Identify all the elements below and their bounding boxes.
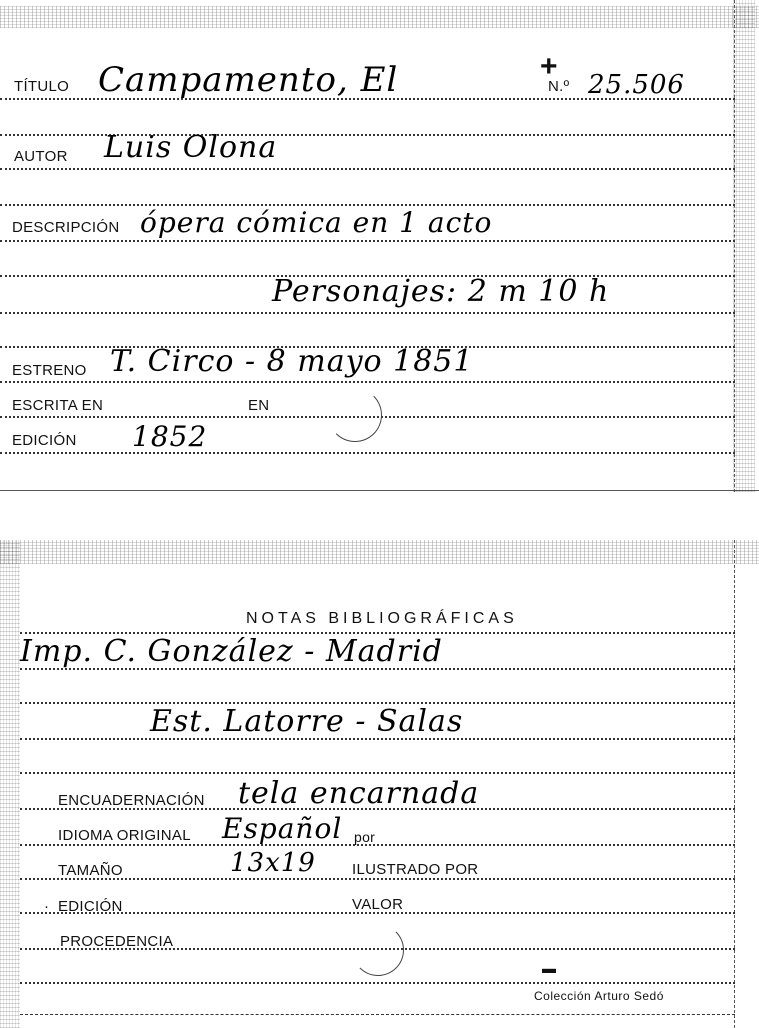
- encuadernacion-value: tela encarnada: [238, 776, 480, 811]
- descripcion-value: ópera cómica en 1 acto: [140, 206, 493, 239]
- numero-value: 25.506: [588, 70, 685, 100]
- edicion-value: 1852: [132, 420, 208, 453]
- stamp-circle: [328, 388, 382, 442]
- en-label: EN: [248, 397, 270, 414]
- catalog-card-front: [0, 0, 759, 492]
- edicion-label: EDICIÓN: [12, 432, 77, 449]
- encuadernacion-label: ENCUADERNACIÓN: [58, 792, 205, 809]
- estreno-value: T. Circo - 8 mayo 1851: [110, 344, 474, 379]
- scan-noise-left: [0, 540, 20, 1028]
- rule-line: [0, 381, 735, 383]
- catalog-card-back: [0, 540, 759, 1028]
- colophon: Colección Arturo Sedó: [534, 989, 664, 1003]
- rule-line: [0, 168, 735, 170]
- autor-value: Luis Olona: [104, 130, 278, 165]
- ilustrado-label: ILUSTRADO POR: [352, 861, 479, 878]
- rule-line: [0, 240, 735, 242]
- por-label: por: [354, 829, 376, 845]
- titulo-value: Campamento, El: [98, 60, 399, 100]
- ink-dot: ▬: [542, 960, 557, 976]
- scan-noise-top: [0, 6, 759, 28]
- numero-label: N.º: [548, 78, 570, 95]
- card-right-edge: [734, 0, 735, 492]
- tamano-label: TAMAÑO: [58, 862, 123, 879]
- titulo-label: TÍTULO: [14, 78, 70, 95]
- escrita-en-label: ESCRITA EN: [12, 397, 104, 414]
- rule-line: [20, 982, 735, 984]
- note-line-2: Est. Latorre - Salas: [150, 704, 464, 739]
- rule-line: [0, 452, 735, 454]
- rule-line: [0, 312, 735, 314]
- idioma-label: IDIOMA ORIGINAL: [58, 827, 191, 844]
- valor-label: VALOR: [352, 896, 404, 913]
- rule-line: [20, 878, 735, 880]
- note-line-1: Imp. C. González - Madrid: [20, 634, 443, 669]
- personajes-value: Personajes: 2 m 10 h: [272, 274, 610, 309]
- procedencia-label: PROCEDENCIA: [60, 933, 174, 950]
- card-bottom-edge: [0, 490, 759, 491]
- bullet-dot: ·: [44, 898, 50, 915]
- rule-line: [20, 772, 735, 774]
- cross-mark-icon: +: [540, 50, 558, 83]
- notas-heading: NOTAS BIBLIOGRÁFICAS: [246, 610, 518, 627]
- rule-line: [20, 844, 735, 846]
- autor-label: AUTOR: [14, 148, 68, 165]
- scan-noise-top: [0, 540, 759, 564]
- descripcion-label: DESCRIPCIÓN: [12, 219, 120, 236]
- idioma-value: Español: [222, 812, 343, 845]
- stamp-circle: [352, 924, 404, 976]
- bottom-rule: [20, 1014, 735, 1015]
- edicion-label: EDICIÓN: [58, 898, 123, 915]
- estreno-label: ESTRENO: [12, 362, 87, 379]
- tamano-value: 13x19: [230, 848, 316, 878]
- card-right-edge: [734, 540, 735, 1028]
- scan-noise-right: [733, 0, 755, 492]
